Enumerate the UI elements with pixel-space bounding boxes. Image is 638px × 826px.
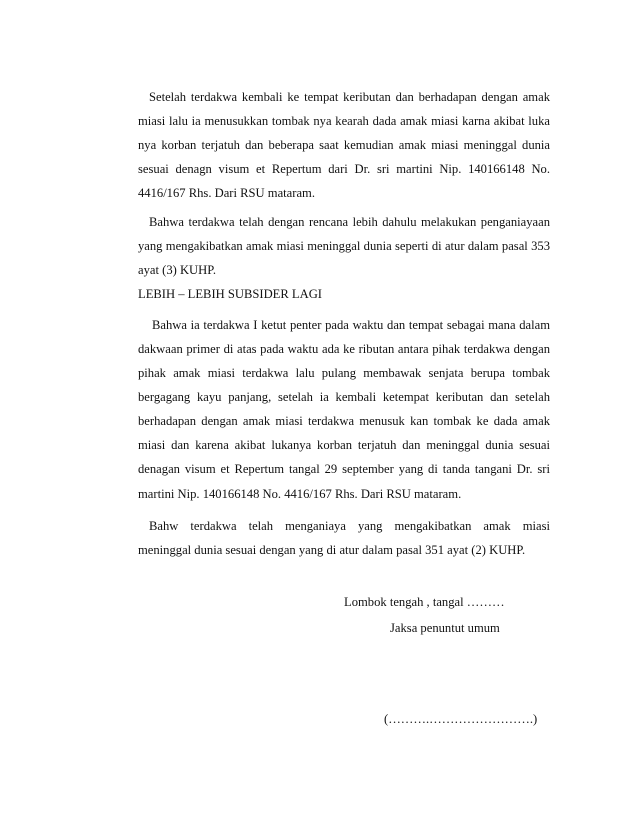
paragraph-3-line-5: berhadapan dengan amak miasi terdakwa menusuk kan tombak ke dada amak: [138, 414, 550, 428]
signature-name-placeholder: (……….…………………….): [384, 712, 538, 726]
paragraph-1-line-1: Setelah terdakwa kembali ke tempat keributan dan berhadapan dengan amak: [149, 90, 550, 104]
paragraph-1-line-4: sesuai denagn visum et Repertum dari Dr. sri martini Nip. 140166148 No.: [138, 162, 550, 176]
paragraph-3-line-2: dakwaan primer di atas pada waktu ada ke ributan antara pihak terdakwa dengan: [138, 342, 550, 356]
paragraph-2-line-3: ayat (3) KUHP.: [138, 263, 216, 277]
paragraph-2-line-2: yang mengakibatkan amak miasi meninggal dunia seperti di atur dalam pasal 353: [138, 239, 550, 253]
paragraph-3-line-8: martini Nip. 140166148 No. 4416/167 Rhs. Dari RSU mataram.: [138, 487, 462, 501]
section-heading: LEBIH – LEBIH SUBSIDER LAGI: [138, 287, 322, 301]
paragraph-3-line-1: Bahwa ia terdakwa I ketut penter pada waktu dan tempat sebagai mana dalam: [152, 318, 550, 332]
paragraph-3-line-3: pihak amak miasi terdakwa lalu pulang membawak senjata berupa tombak: [138, 366, 550, 380]
paragraph-2-line-1: Bahwa terdakwa telah dengan rencana lebih dahulu melakukan penganiayaan: [149, 215, 550, 229]
paragraph-4-line-1: Bahw terdakwa telah menganiaya yang mengakibatkan amak miasi: [149, 519, 550, 533]
paragraph-4-line-2: meninggal dunia sesuai dengan yang di atur dalam pasal 351 ayat (2) KUHP.: [138, 543, 526, 557]
signature-place-date: Lombok tengah , tangal ………: [344, 595, 505, 609]
signature-title: Jaksa penuntut umum: [390, 621, 500, 635]
paragraph-3-line-6: miasi dan karena akibat lukanya korban terjatuh dan meninggal dunia sesuai: [138, 438, 550, 452]
paragraph-1-line-2: miasi lalu ia menusukkan tombak nya kearah dada amak miasi karna akibat luka: [138, 114, 550, 128]
paragraph-3-line-7: denagan visum et Repertum tangal 29 september yang di tanda tangani Dr. sri: [138, 462, 550, 476]
paragraph-3-line-4: bergagang kayu panjang, setelah ia kembali ketempat keributan dan setelah: [138, 390, 550, 404]
paragraph-1-line-5: 4416/167 Rhs. Dari RSU mataram.: [138, 186, 315, 200]
paragraph-1-line-3: nya korban terjatuh dan beberapa saat kemudian amak miasi meninggal dunia: [138, 138, 550, 152]
